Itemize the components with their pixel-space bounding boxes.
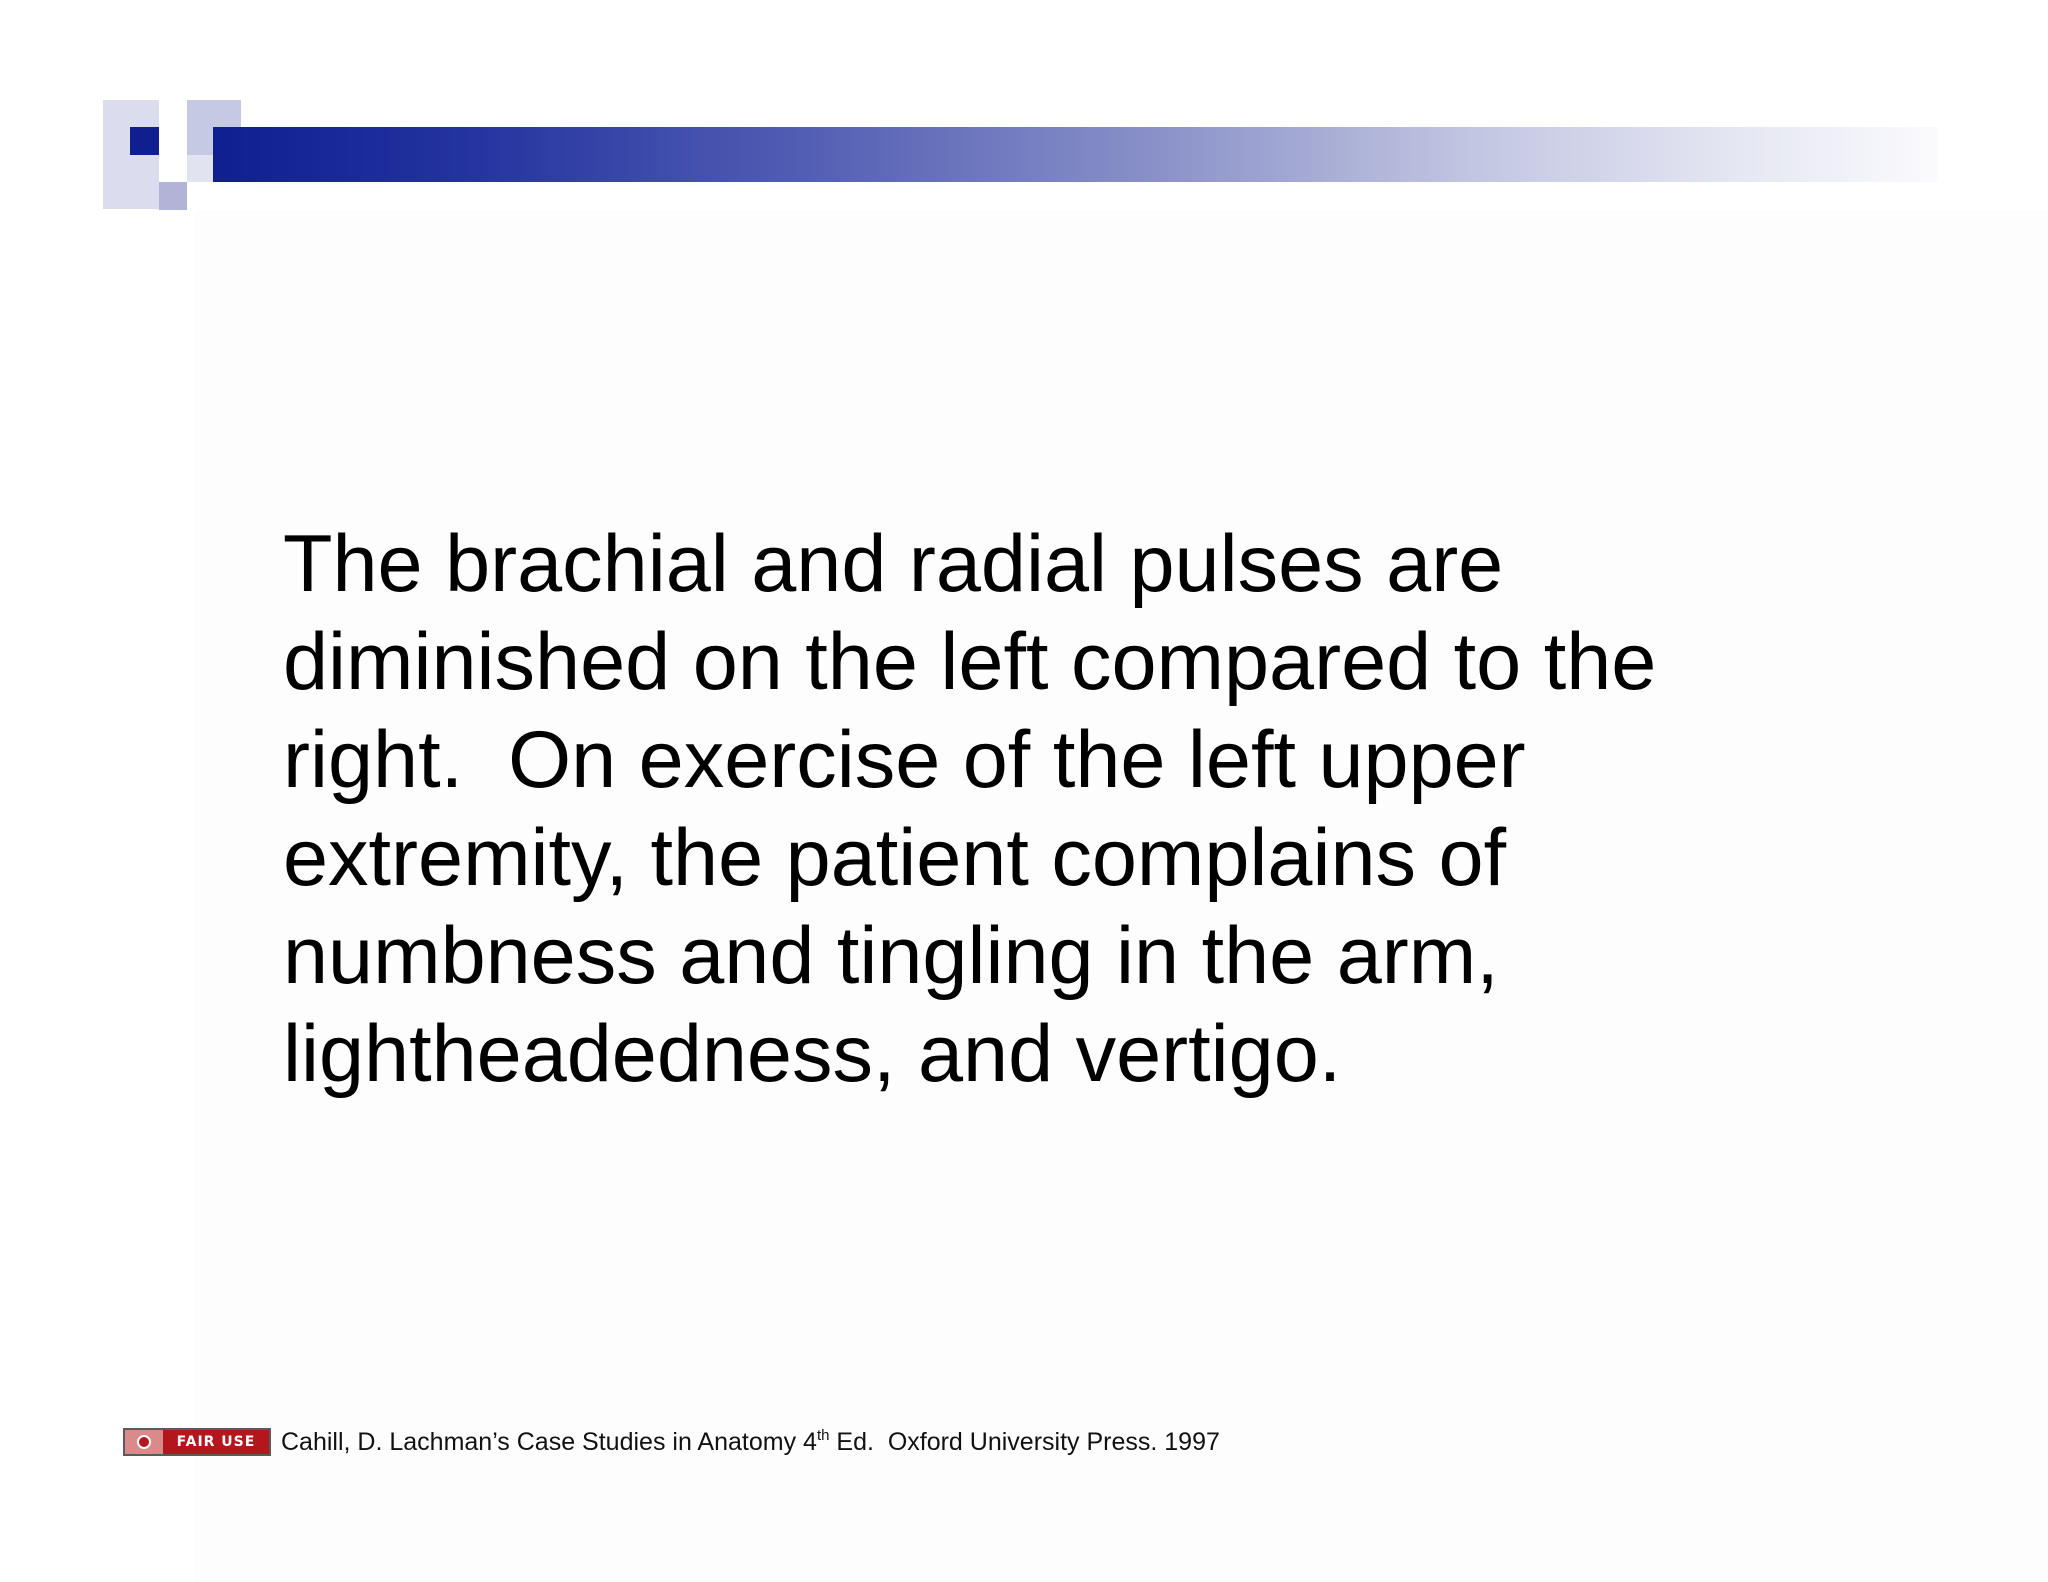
body-line: lightheadedness, and vertigo. [283, 1009, 1342, 1099]
deco-square [159, 182, 187, 210]
footer-citation [123, 1427, 1220, 1457]
fair-use-badge[interactable] [123, 1428, 271, 1456]
deco-square [130, 127, 159, 155]
citation-main: Cahill, D. Lachman’s Case Studies in Anatomy 4 [281, 1428, 817, 1456]
body-line: right. On exercise of the left upper [283, 715, 1526, 805]
slide-body-text [283, 515, 1783, 1103]
body-line: numbness and tingling in the arm, [283, 911, 1499, 1001]
body-line: extremity, the patient complains of [283, 813, 1507, 903]
header-gradient-bar [213, 127, 1938, 182]
body-line: diminished on the left compared to the [283, 617, 1657, 707]
body-line: The brachial and radial pulses are [283, 519, 1504, 609]
deco-square [187, 155, 213, 182]
citation-text [281, 1427, 1220, 1457]
fair-use-icon [125, 1430, 163, 1454]
header-decoration [0, 0, 260, 220]
fair-use-label: FAIR USE [176, 1434, 256, 1450]
citation-superscript: th [816, 1427, 830, 1444]
citation-rest: Ed. Oxford University Press. 1997 [829, 1428, 1220, 1456]
